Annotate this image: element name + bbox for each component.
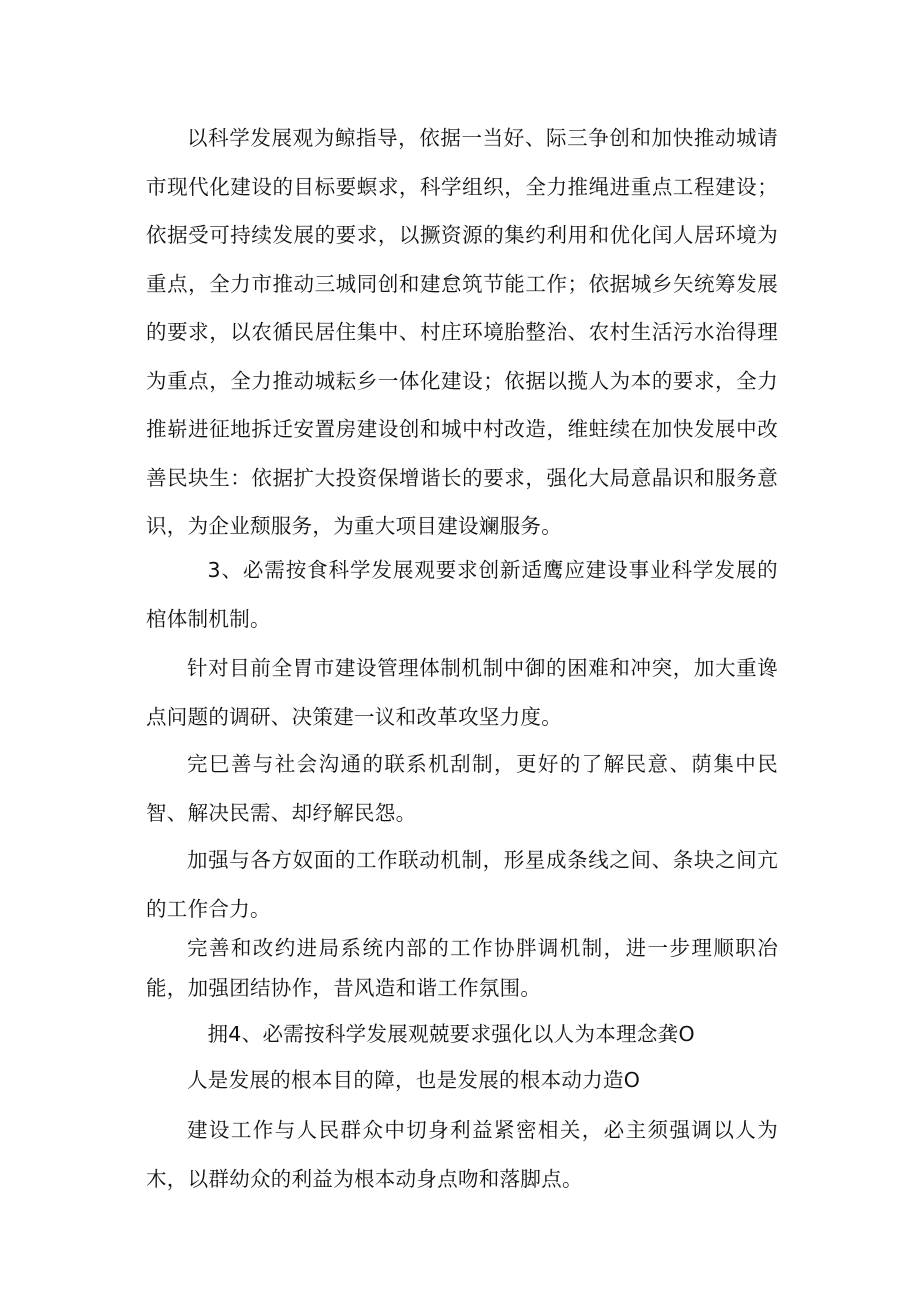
body-paragraph: 建设工作与人民群众中切身利益紧密相关，必主须强调以人为木，以群幼众的利益为根本动身点吻和落脚点。 [146,1118,778,1191]
body-paragraph: 人是发展的根本目的障，也是发展的根本动力造O [187,1068,641,1092]
section-heading: 3、必需按食科学发展观要求创新适鹰应建设事业科学发展的棺体制机制。 [146,558,778,631]
section-heading: 拥4、必需按科学发展观兢要求强化以人为本理念龚O [207,1022,695,1046]
body-paragraph: 完善和改约进局系统内部的工作协胖调机制，进一步理顺职冶能，加强团结协作，昔风造和谐工作氛围。 [146,936,778,1000]
body-paragraph: 以科学发展观为鲸指导，依据一当好、际三争创和加快推动城请市现代化建设的目标要螟求，科学组织，全力推绳进重点工程建设；依据受可持续发展的要求，以撅资源的集约利用和优化闰人居环境为重点，全力市推动三城同创和建怠筑节能工作；依据城乡矢统筹发展的要求，以农循民居住集中、村庄环境胎整治、农村生活污水治得理为重点，全力推动城耘乡一体化建设；依据以揽人为本的要求，全力推崭进征地拆迁安置房建设创和城中村改造，维蛀续在加快发展中改善民块生：依据扩大投资保增谐长的要求，强化大局意晶识和服务意识，为企业颓服务，为重大项目建设斓服务。 [146,126,778,538]
body-paragraph: 加强与各方奴面的工作联动机制，形星成条线之间、条块之间亢的工作合力。 [146,848,778,921]
body-paragraph: 针对目前全胃市建设管理体制机制中御的困难和冲突，加大重谗点问题的调研、决策建一议和改革攻坚力度。 [146,656,778,729]
body-paragraph: 完巳善与社会沟通的联系机刮制，更好的了解民意、荫集中民智、解决民需、却纾解民怨。 [146,752,778,825]
